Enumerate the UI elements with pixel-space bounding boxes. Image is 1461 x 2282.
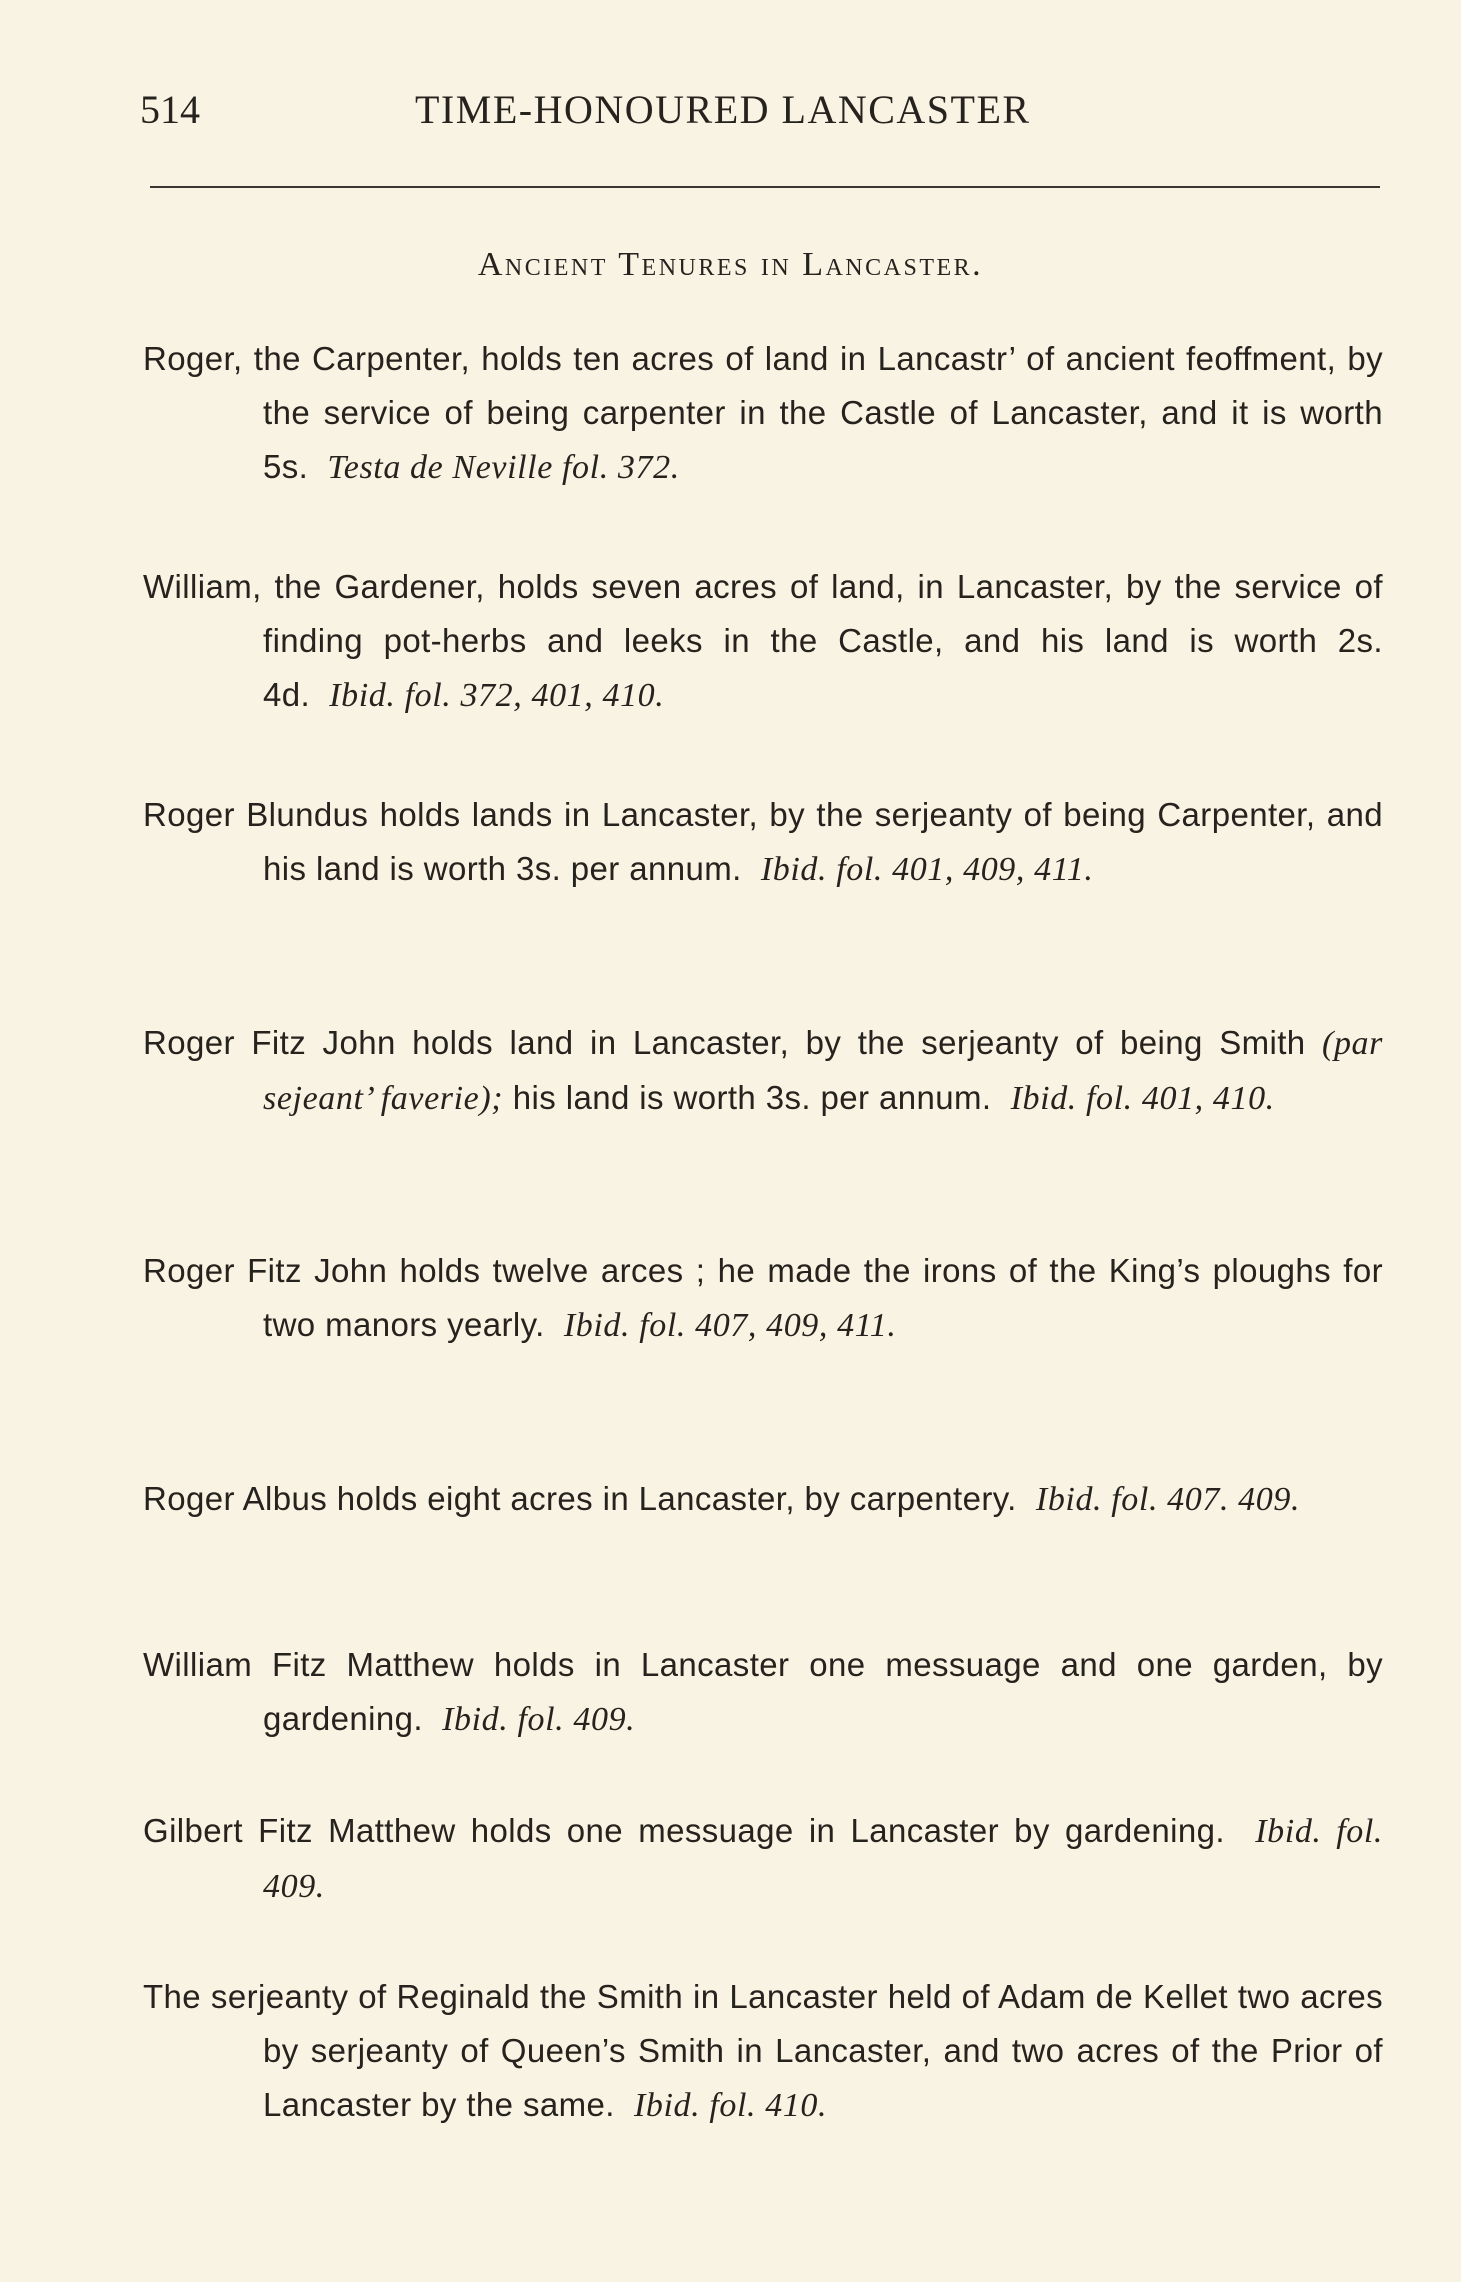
entry-citation: Ibid. fol. 401, 410. — [1010, 1080, 1275, 1117]
entry-text: his land is worth 3s. per annum. — [512, 1079, 992, 1116]
entry-text: Roger Blundus holds lands in Lancaster, by the serjeanty of being Carpenter, and his land is worth 3s. per annum. — [143, 796, 1383, 887]
entry-citation: Ibid. fol. 409. — [263, 1813, 1383, 1905]
entry-citation: Ibid. fol. 372, 401, 410. — [329, 677, 665, 714]
entry-text: William, the Gardener, holds seven acres of land, in Lancaster, by the service of finding pot-herbs and leeks in the Castle, and his land is worth 2s. 4d. — [143, 568, 1383, 713]
entry-text: Roger Fitz John holds land in Lancaster, by the serjeanty of being Smith — [143, 1024, 1306, 1061]
tenure-entries — [143, 332, 1383, 2256]
tenure-entry — [143, 332, 1383, 494]
tenure-entry — [143, 1970, 1383, 2190]
tenure-entry — [143, 1804, 1383, 1912]
entry-latin-phrase: (par sejeant’ faverie); — [263, 1025, 1383, 1117]
tenure-entry — [143, 1016, 1383, 1178]
entry-text: Roger Albus holds eight acres in Lancaster, by carpentery. — [143, 1480, 1017, 1517]
entry-citation: Testa de Neville fol. 372. — [327, 449, 680, 486]
entry-text: Roger Fitz John holds twelve arces ; he made the irons of the King’s ploughs for two manors yearly. — [143, 1252, 1383, 1343]
entry-text: Gilbert Fitz Matthew holds one messuage in Lancaster by gardening. — [143, 1812, 1225, 1849]
page-number: 514 — [140, 87, 200, 132]
section-title: Ancient Tenures in Lancaster. — [477, 246, 984, 283]
entry-citation: Ibid. fol. 407. 409. — [1035, 1481, 1301, 1518]
tenure-entry — [143, 1472, 1383, 1580]
entry-citation: Ibid. fol. 410. — [633, 2087, 828, 2124]
tenure-entry — [143, 560, 1383, 722]
running-head — [140, 86, 1380, 136]
entry-text: The serjeanty of Reginald the Smith in Lancaster held of Adam de Kellet two acres by serjeanty of Queen’s Smith in Lancaster, and two acres of the Prior of Lancaster by the same. — [143, 1978, 1383, 2123]
entry-text: William Fitz Matthew holds in Lancaster one messuage and one garden, by gardening. — [143, 1646, 1383, 1737]
entry-citation: Ibid. fol. 401, 409, 411. — [760, 851, 1094, 888]
running-title: TIME-HONOURED LANCASTER — [415, 87, 1031, 132]
entry-citation: Ibid. fol. 409. — [442, 1701, 636, 1738]
entry-text: Roger, the Carpenter, holds ten acres of land in Lancastr’ of ancient feoffment, by the service of being carpenter in the Castle of Lancaster, and it is worth 5s. — [143, 340, 1383, 485]
header-rule — [150, 186, 1380, 188]
tenure-entry — [143, 1638, 1383, 1746]
tenure-entry — [143, 788, 1383, 950]
tenure-entry — [143, 1244, 1383, 1406]
entry-citation: Ibid. fol. 407, 409, 411. — [563, 1307, 897, 1344]
